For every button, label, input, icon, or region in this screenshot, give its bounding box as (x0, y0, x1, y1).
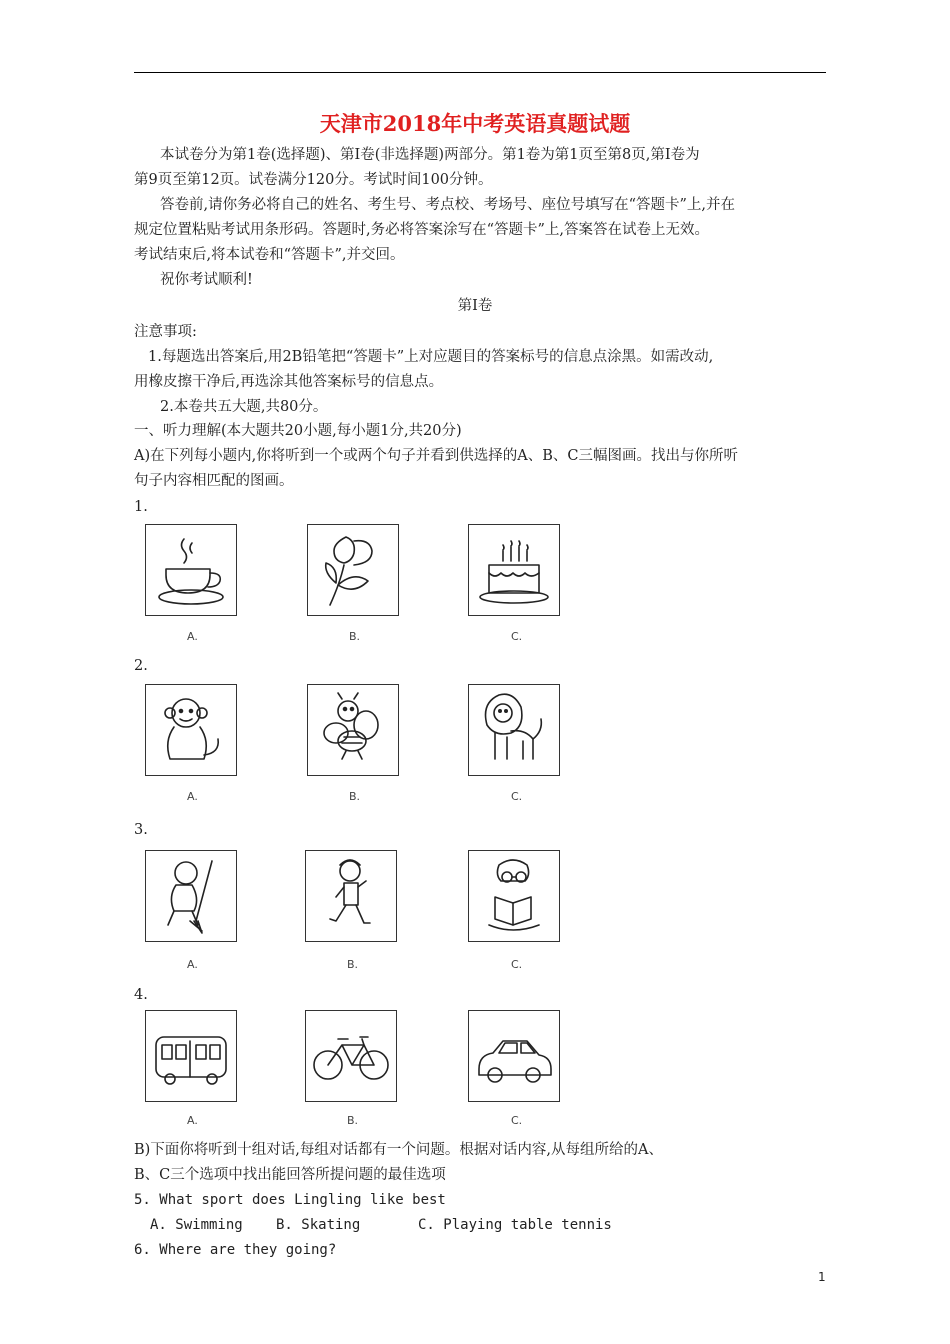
option-label: A. (187, 630, 198, 643)
notes-heading: 注意事项: (134, 324, 197, 340)
flower-icon (308, 525, 398, 615)
option-label: A. (187, 958, 198, 971)
option-picture[interactable] (307, 524, 399, 616)
bus-icon (146, 1011, 236, 1101)
question-number: 4. (134, 987, 148, 1003)
intro-paragraph-2-end: 考试结束后,将本试卷和“答题卡”,并交回。 (134, 247, 405, 263)
intro-paragraph-2: 答卷前,请你务必将自己的姓名、考生号、考点校、考场号、座位号填写在“答题卡”上,并在 (160, 197, 736, 213)
option-label: C. (511, 630, 523, 643)
option-picture[interactable] (145, 524, 237, 616)
option-label: A. (187, 790, 198, 803)
monkey-icon (146, 685, 236, 775)
intro-paragraph-1-cont: 第9页至第12页。试卷满分120分。考试时间100分钟。 (134, 172, 493, 188)
q5-option-b[interactable]: B. Skating (276, 1217, 361, 1233)
lion-icon (469, 685, 559, 775)
option-picture[interactable] (145, 850, 237, 942)
page-number: 1 (818, 1270, 826, 1284)
bee-icon (308, 685, 398, 775)
coffee-cup-icon (146, 525, 236, 615)
option-picture[interactable] (468, 524, 560, 616)
option-label: A. (187, 1114, 198, 1127)
question-number: 3. (134, 822, 148, 838)
header-rule (134, 72, 826, 73)
option-picture[interactable] (145, 684, 237, 776)
option-label: B. (347, 958, 359, 971)
sweeping-boy-icon (146, 851, 236, 941)
question-number: 1. (134, 499, 148, 515)
option-picture[interactable] (145, 1010, 237, 1102)
q5-option-a[interactable]: A. Swimming (150, 1217, 243, 1233)
bicycle-icon (306, 1011, 396, 1101)
option-label: C. (511, 958, 523, 971)
part-a-instruction: A)在下列每小题内,你将听到一个或两个句子并看到供选择的A、B、C三幅图画。找出与你所听 (134, 448, 738, 464)
option-picture[interactable] (468, 684, 560, 776)
note-1-cont: 用橡皮擦干净后,再选涂其他答案标号的信息点。 (134, 374, 444, 390)
listening-heading: 一、听力理解(本大题共20小题,每小题1分,共20分) (134, 423, 462, 439)
option-picture[interactable] (307, 684, 399, 776)
part-a-instruction-cont: 句子内容相匹配的图画。 (134, 473, 294, 489)
option-label: B. (347, 1114, 359, 1127)
good-luck-text: 祝你考试顺利! (160, 272, 253, 288)
intro-paragraph-2-cont: 规定位置粘贴考试用条形码。答题时,务必将答案涂写在“答题卡”上,答案答在试卷上无效。 (134, 222, 710, 238)
option-picture[interactable] (468, 850, 560, 942)
option-label: C. (511, 1114, 523, 1127)
q5-option-c[interactable]: C. Playing table tennis (418, 1217, 612, 1233)
running-boy-icon (306, 851, 396, 941)
question-5: 5. What sport does Lingling like best (134, 1192, 446, 1208)
note-2: 2.本卷共五大题,共80分。 (160, 399, 328, 415)
page-title: 天津市2018年中考英语真题试题 (319, 111, 631, 136)
option-picture[interactable] (305, 1010, 397, 1102)
intro-paragraph-1: 本试卷分为第1卷(选择题)、第Ⅰ卷(非选择题)两部分。第1卷为第1页至第8页,第Ⅰ卷为 (160, 147, 700, 163)
option-label: B. (349, 790, 361, 803)
note-1: 1.每题选出答案后,用2B铅笔把“答题卡”上对应题目的答案标号的信息点涂黑。如需改动, (148, 349, 714, 365)
part-b-instruction: B)下面你将听到十组对话,每组对话都有一个问题。根据对话内容,从每组所给的A、 (134, 1142, 663, 1158)
car-icon (469, 1011, 559, 1101)
option-label: C. (511, 790, 523, 803)
option-picture[interactable] (468, 1010, 560, 1102)
birthday-cake-icon (469, 525, 559, 615)
question-6: 6. Where are they going? (134, 1242, 337, 1258)
option-label: B. (349, 630, 361, 643)
reading-boy-icon (469, 851, 559, 941)
question-number: 2. (134, 658, 148, 674)
part-b-instruction-cont: B、C三个选项中找出能回答所提问题的最佳选项 (134, 1167, 446, 1183)
option-picture[interactable] (305, 850, 397, 942)
section-title: 第Ⅰ卷 (457, 298, 493, 314)
